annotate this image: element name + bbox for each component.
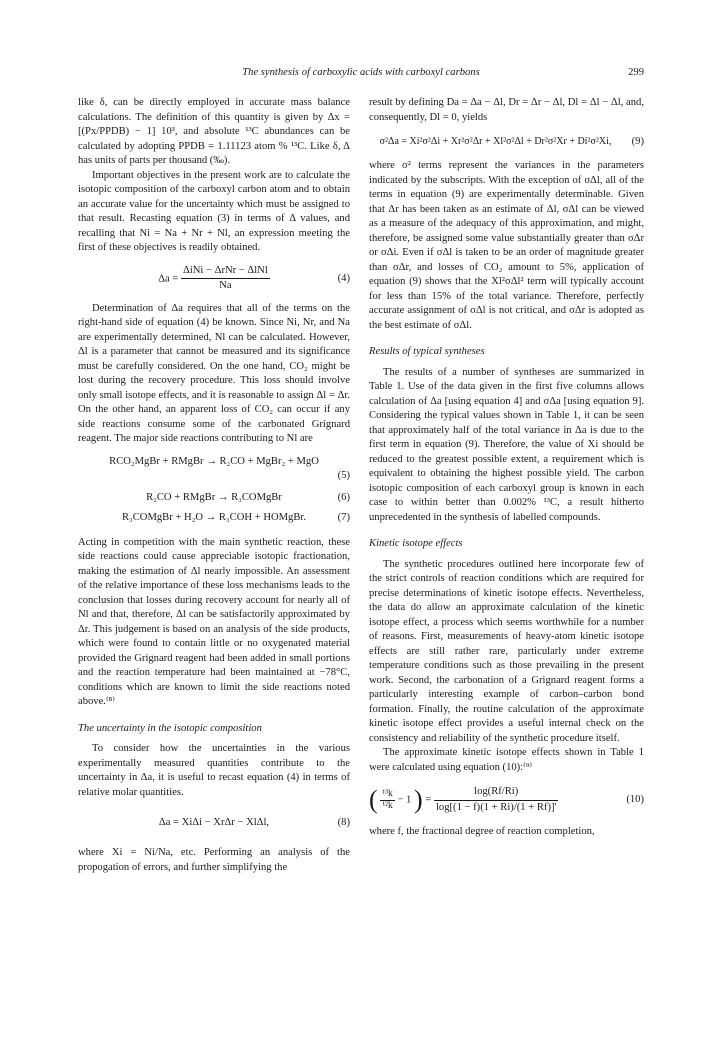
left-paragraph-1: like δ, can be directly employed in accurate mass balance calculations. The definition of this quantity is given by Δx = [(Px/PPDB) − 1] 10³, and absolute ¹³C abundances can be calculated by adopting PPDB = 1.11123 atom % ¹³C. Like δ, Δ has units of parts per thousand (‰).: [78, 97, 350, 166]
eq9-tag: (9): [631, 135, 644, 147]
equation-9: [369, 133, 644, 151]
eq10-numerator: log(Rf/Ri): [434, 785, 558, 801]
section-heading-uncertainty: The uncertainty in the isotopic composition: [78, 722, 262, 734]
rxn5-text: RCO₂MgBr + RMgBr → R₂CO + MgBr₂ + MgO: [109, 455, 319, 467]
eq8-body: Δa = XiΔi − XrΔr − XlΔl,: [158, 816, 270, 828]
left-paragraph-5: To consider how the uncertainties in the various experimentally measured quantities contribute to the uncertainty in Δa, it is useful to recast equation (4) in terms of relative molar quantities.: [78, 743, 350, 798]
eq10-k-den: ¹²k: [382, 800, 393, 811]
reaction-7: [78, 511, 350, 526]
rxn6-text: R₂CO + RMgBr → R₃COMgBr: [146, 491, 282, 503]
right-paragraph-6: where f, the fractional degree of reaction completion,: [369, 826, 595, 837]
section-heading-kinetic: Kinetic isotope effects: [369, 538, 463, 549]
eq10-minus-one: − 1: [397, 794, 412, 806]
reaction-5: [78, 455, 350, 485]
eq10-right-paren: ): [414, 784, 423, 814]
eq10-denominator: log[(1 − f)(1 + Ri)/(1 + Rf)]': [435, 801, 557, 813]
right-paragraph-3: The results of a number of syntheses are summarized in Table 1. Use of the data given in the first five columns allows calculation of Δa [using equation 4] and σΔa [using equation 9]. Considering the typical values shown in Table 1, it can be seen that approximately half of the total variance in Δa is due to the first term in equation (9). Therefore, the value of Xi should be reduced to the greatest possible extent, a requirement which is equivalent to obtaining the highest possible yield. The carbon isotopic composition of each carboxyl group is known in each case to within better than 0.002% ¹³C, a result hitherto unprecedented in the synthesis of labelled compounds.: [369, 366, 644, 523]
right-paragraph-4: The synthetic procedures outlined here incorporate few of the strict controls of reaction conditions which are required for precise determinations of kinetic isotope effects. Nevertheless, the data do allow an approximate calculation of the kinetic isotope effect, a process which seems worthwhile for a number of reasons. First, measurements of heavy-atom kinetic isotope effects are still rather rare, particularly under extreme temperature conditions such as those prevailing in the present work. Second, the carbonation of a Grignard reagent forms a particularly interesting example of carbon–carbon bond formation. Finally, the routine calculation of the approximate kinetic isotope effect provides a useful internal check on the consistency and reliability of the synthetic procedure itself.: [369, 558, 644, 744]
eq10-tag: (10): [626, 793, 644, 805]
rxn6-tag: (6): [337, 491, 350, 503]
equation-4: [78, 264, 350, 294]
reaction-6: [78, 491, 350, 506]
eq9-body: σ²Δa = Xi²σ²Δi + Xr²σ²Δr + Xl²σ²Δl + Dr²σ²Xr + Di²σ²Xi,: [379, 135, 612, 147]
left-paragraph-3: Determination of Δa requires that all of the terms on the right-hand side of equation (4) be known. Since Ni, Nr, and Na are experimentally determined, Nl can be calculated. However, Δl is a parameter that cannot be measured and its significance must be carefully considered. On the one hand, CO₂ might be lost during the recovery procedure. This loss should involve only small isotope effects, and it is reasonable to assign Δl = Δr. On the other hand, an apparent loss of CO₂ can occur if any side reactions consume some of the carbonated Grignard reagent. The major side reactions contributing to Nl are: [78, 302, 350, 444]
eq8-tag: (8): [337, 816, 350, 828]
eq10-k-num: ¹³k: [382, 788, 393, 799]
eq4-numerator: ΔiNi − ΔrNr − ΔlNl: [181, 264, 270, 280]
rxn5-tag: (5): [337, 469, 350, 481]
section-heading-results: Results of typical syntheses: [369, 346, 485, 357]
running-title: The synthesis of carboxylic acids with carboxyl carbons: [242, 67, 480, 78]
eq10-equals: =: [425, 794, 432, 806]
rxn7-text: R₃COMgBr + H₂O → R₃COH + HOMgBr.: [121, 512, 306, 523]
right-paragraph-1: result by defining Da = Δa − Δl, Dr = Δr − Δl, Dl = Δl − Δl, and, consequently, Dl = 0, yields: [369, 97, 644, 123]
left-paragraph-6: where Xi = Ni/Na, etc. Performing an analysis of the propogation of errors, and further simplifying the: [78, 847, 350, 873]
eq10-fraction: [434, 785, 558, 815]
eq10-left-paren: (: [369, 784, 378, 814]
right-column: [369, 96, 644, 840]
rxn7-tag: (7): [337, 512, 350, 523]
right-paragraph-2: where σ² terms represent the variances in the parameters indicated by the subscripts. With the exception of σΔl, all of the terms in equation (9) are experimentally determinable. Given that Δr has been taken as an estimate of Δl, σΔl can be viewed as a measure of the adequacy of this approximation, and might, therefore, be assigned some value substantially greater than σΔr or σΔi. Even if σΔl is taken to be an order of magnitude greater than σΔr, and losses of CO₂ amount to 5%, application of equation (9) shows that the Xl²σΔl² term will typically account for less than 15% of the total variance. Therefore, perfectly accurate assignment of σΔl is not critical, and σΔr is adopted as the best estimate of σΔl.: [369, 160, 644, 331]
page-number: 299: [628, 67, 644, 78]
right-paragraph-5: The approximate kinetic isotope effects shown in Table 1 were calculated using equation (10):⁽⁹⁾: [369, 747, 644, 773]
eq4-fraction: [181, 264, 270, 294]
left-column: [78, 96, 350, 875]
left-paragraph-4: Acting in competition with the main synthetic reaction, these side reactions could cause appreciable isotopic fractionation, making the estimation of Δl nearly impossible. An assessment of the relative importance of these loss mechanisms leads to the conclusion that losses during recovery account for nearly all of Nl and that, therefore, Δl can be satisfactorily approximated by Δr. This judgement is based on an analysis of the side products, which were found to contain little or no oxygenated material provided the Grignard reagent had been added in small portions and the reaction temperature had been maintained at −78°C, conditions which are known to limit the side reactions noted above.⁽⁸⁾: [78, 536, 350, 707]
eq10-k-ratio: [380, 789, 394, 812]
page-header: [78, 66, 644, 82]
eq4-lhs: Δa =: [158, 272, 179, 284]
equation-8: [78, 814, 350, 832]
equation-10: [369, 785, 644, 815]
eq4-denominator: Na: [219, 280, 232, 291]
left-paragraph-2: Important objectives in the present work are to calculate the isotopic composition of the carboxyl carbon atom and to obtain an accurate value for the uncertainty which must be assigned to that result. Recasting equation (3) in terms of Δ values, and recalling that Ni = Na + Nr + Nl, an expression meeting the first of these objectives is readily obtained.: [78, 169, 350, 253]
eq4-tag: (4): [337, 272, 350, 284]
